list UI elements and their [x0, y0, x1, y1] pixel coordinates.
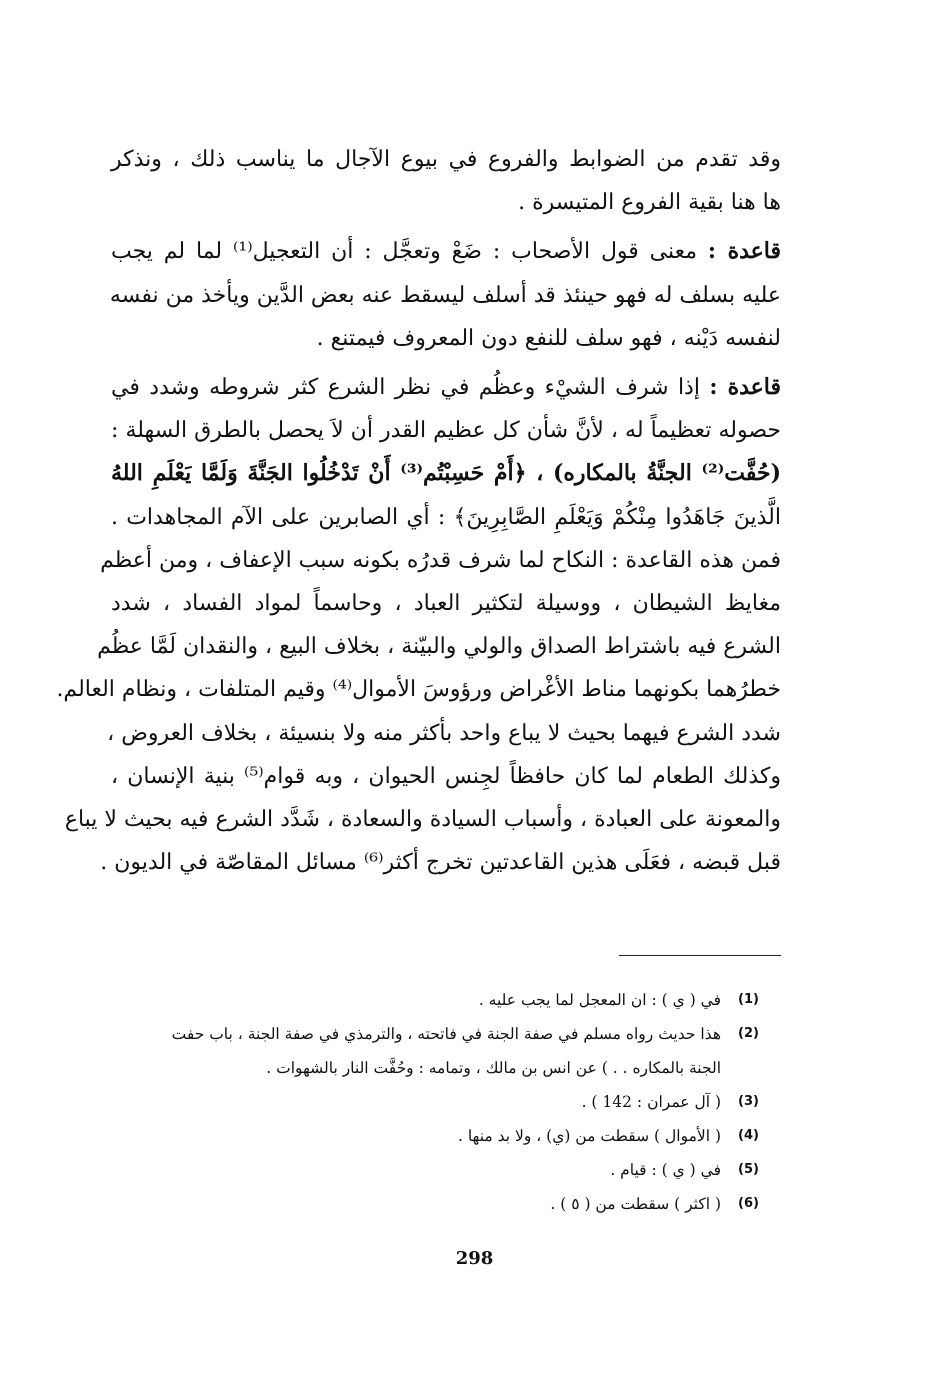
- text-line: ها هنا بقية الفروع المتيسرة .: [518, 190, 781, 216]
- footnote-text: ( الأموال ) سقطت من (ي) ، ولا بد منها .: [457, 1127, 721, 1145]
- text-line: الشرع فيه باشتراط الصداق والولي والبيّنة ، بخلاف البيع ، والنقدان لَمَّا عظُم: [97, 634, 781, 660]
- paragraph-rule-2: [111, 366, 781, 539]
- footnote-number: (6): [738, 1196, 759, 1211]
- text-line: [111, 366, 781, 409]
- footnote-text: ( آل عمران : 142 ) .: [581, 1093, 721, 1111]
- footnote-divider: [619, 955, 781, 956]
- text-line: لنفسه دَيْنه ، فهو سلف للنفع دون المعروف فيمتنع .: [316, 325, 781, 351]
- footnote-number: (2): [738, 1026, 759, 1041]
- text-line: خطرُهما بكونهما مناط الأغْراض ورؤوسَ الأموال⁽⁴⁾ وقيم المتلفات ، ونظام العالم.: [56, 677, 781, 703]
- text-line: وقد تقدم من الضوابط والفروع في بيوع الآجال ما يناسب ذلك ، ونذكر: [111, 147, 781, 172]
- footnote-text: ( اكثر ) سقطت من ( ٥ ) .: [550, 1195, 721, 1213]
- text-line: قبل قبضه ، فعَلَى هذين القاعدتين تخرج أكثر⁽⁶⁾ مسائل المقاصّة في الديون .: [100, 850, 781, 876]
- paragraph: [56, 539, 781, 885]
- footnote-item: [179, 983, 759, 1017]
- text-line: عليه بسلف له فهو حينئذ قد أسلف ليسقط عنه بعض الدَّين ويأخذ من نفسه: [109, 282, 781, 308]
- footnote-number: (3): [738, 1094, 759, 1109]
- text-line: والمعونة على العبادة ، وأسباب السيادة والسعادة ، شَدَّد الشرع فيه بحيث لا يباع: [64, 807, 781, 833]
- verse-line: الَّذينَ جَاهَدُوا مِنْكُمْ وَيَعْلَمِ الصَّابِرِينَ﴾ : أي الصابرين على الآم المجاهدات .: [111, 504, 781, 530]
- text-fragment: معنى قول الأصحاب : ضَعْ وتعجَّل : أن التعجيل⁽¹⁾ لما لم يجب: [111, 239, 708, 265]
- footnote-text: في ( ي ) : قيام .: [610, 1161, 721, 1179]
- footnote-item: [179, 1119, 759, 1153]
- text-line: فمن هذه القاعدة : النكاح لما شرف قدرُه بكونه سبب الإعفاف ، ومن أعظم: [100, 547, 781, 573]
- footnotes: [171, 983, 759, 1221]
- footnote-number: (5): [738, 1162, 759, 1177]
- footnote-text: [172, 1017, 721, 1085]
- main-text: [56, 138, 782, 884]
- footnote-item: [179, 1187, 759, 1221]
- page-body: [56, 138, 782, 884]
- footnote-item: [171, 1017, 759, 1085]
- text-line: [111, 230, 781, 273]
- footnote-number: (1): [738, 992, 759, 1007]
- footnote-item: [179, 1153, 759, 1187]
- footnote-line: الجنة بالمكاره . . ) عن انس بن مالك ، وتمامه : وحُفَّت النار بالشهوات .: [266, 1059, 721, 1077]
- footnote-line: هذا حديث رواه مسلم في صفة الجنة في فاتحته ، والترمذي في صفة الجنة ، باب حفت: [171, 1025, 721, 1043]
- footnote-number: (4): [738, 1128, 759, 1143]
- footnote-text: في ( ي ) : ان المعجل لما يجب عليه .: [478, 991, 721, 1009]
- paragraph-rule-1: [111, 230, 781, 360]
- verse-line: (حُفَّت⁽²⁾ الجنَّةُ بالمكاره) ، ﴿أَمْ حَسِبْتُم⁽³⁾ أَنْ تَدْخُلُوا الجَنَّةَ وَلَمَّا يَعْلَمِ اللهُ: [111, 460, 782, 487]
- page-number: 298: [455, 1248, 494, 1269]
- paragraph: [111, 138, 781, 224]
- rule-term: قاعدة :: [709, 374, 782, 401]
- rule-term: قاعدة :: [707, 238, 781, 265]
- text-line: مغايظ الشيطان ، ووسيلة لتكثير العباد ، وحاسماً لمواد الفساد ، شدد: [111, 591, 781, 617]
- text-line: حصوله تعظيماً له ، لأنَّ شأن كل عظيم القدر أن لاَ يحصل بالطرق السهلة :: [111, 418, 781, 444]
- footnote-item: [179, 1085, 759, 1119]
- text-line: وكذلك الطعام لما كان حافظاً لجِنس الحيوان ، وبه قوام⁽⁵⁾ بنية الإنسان ،: [111, 763, 781, 789]
- text-line: شدد الشرع فيهما بحيث لا يباع واحد بأكثر منه ولا بنسيئة ، بخلاف العروض ،: [107, 720, 781, 746]
- text-fragment: إذا شرف الشيْء وعظُم في نظر الشرع كثر شروطه وشدد في: [111, 375, 710, 401]
